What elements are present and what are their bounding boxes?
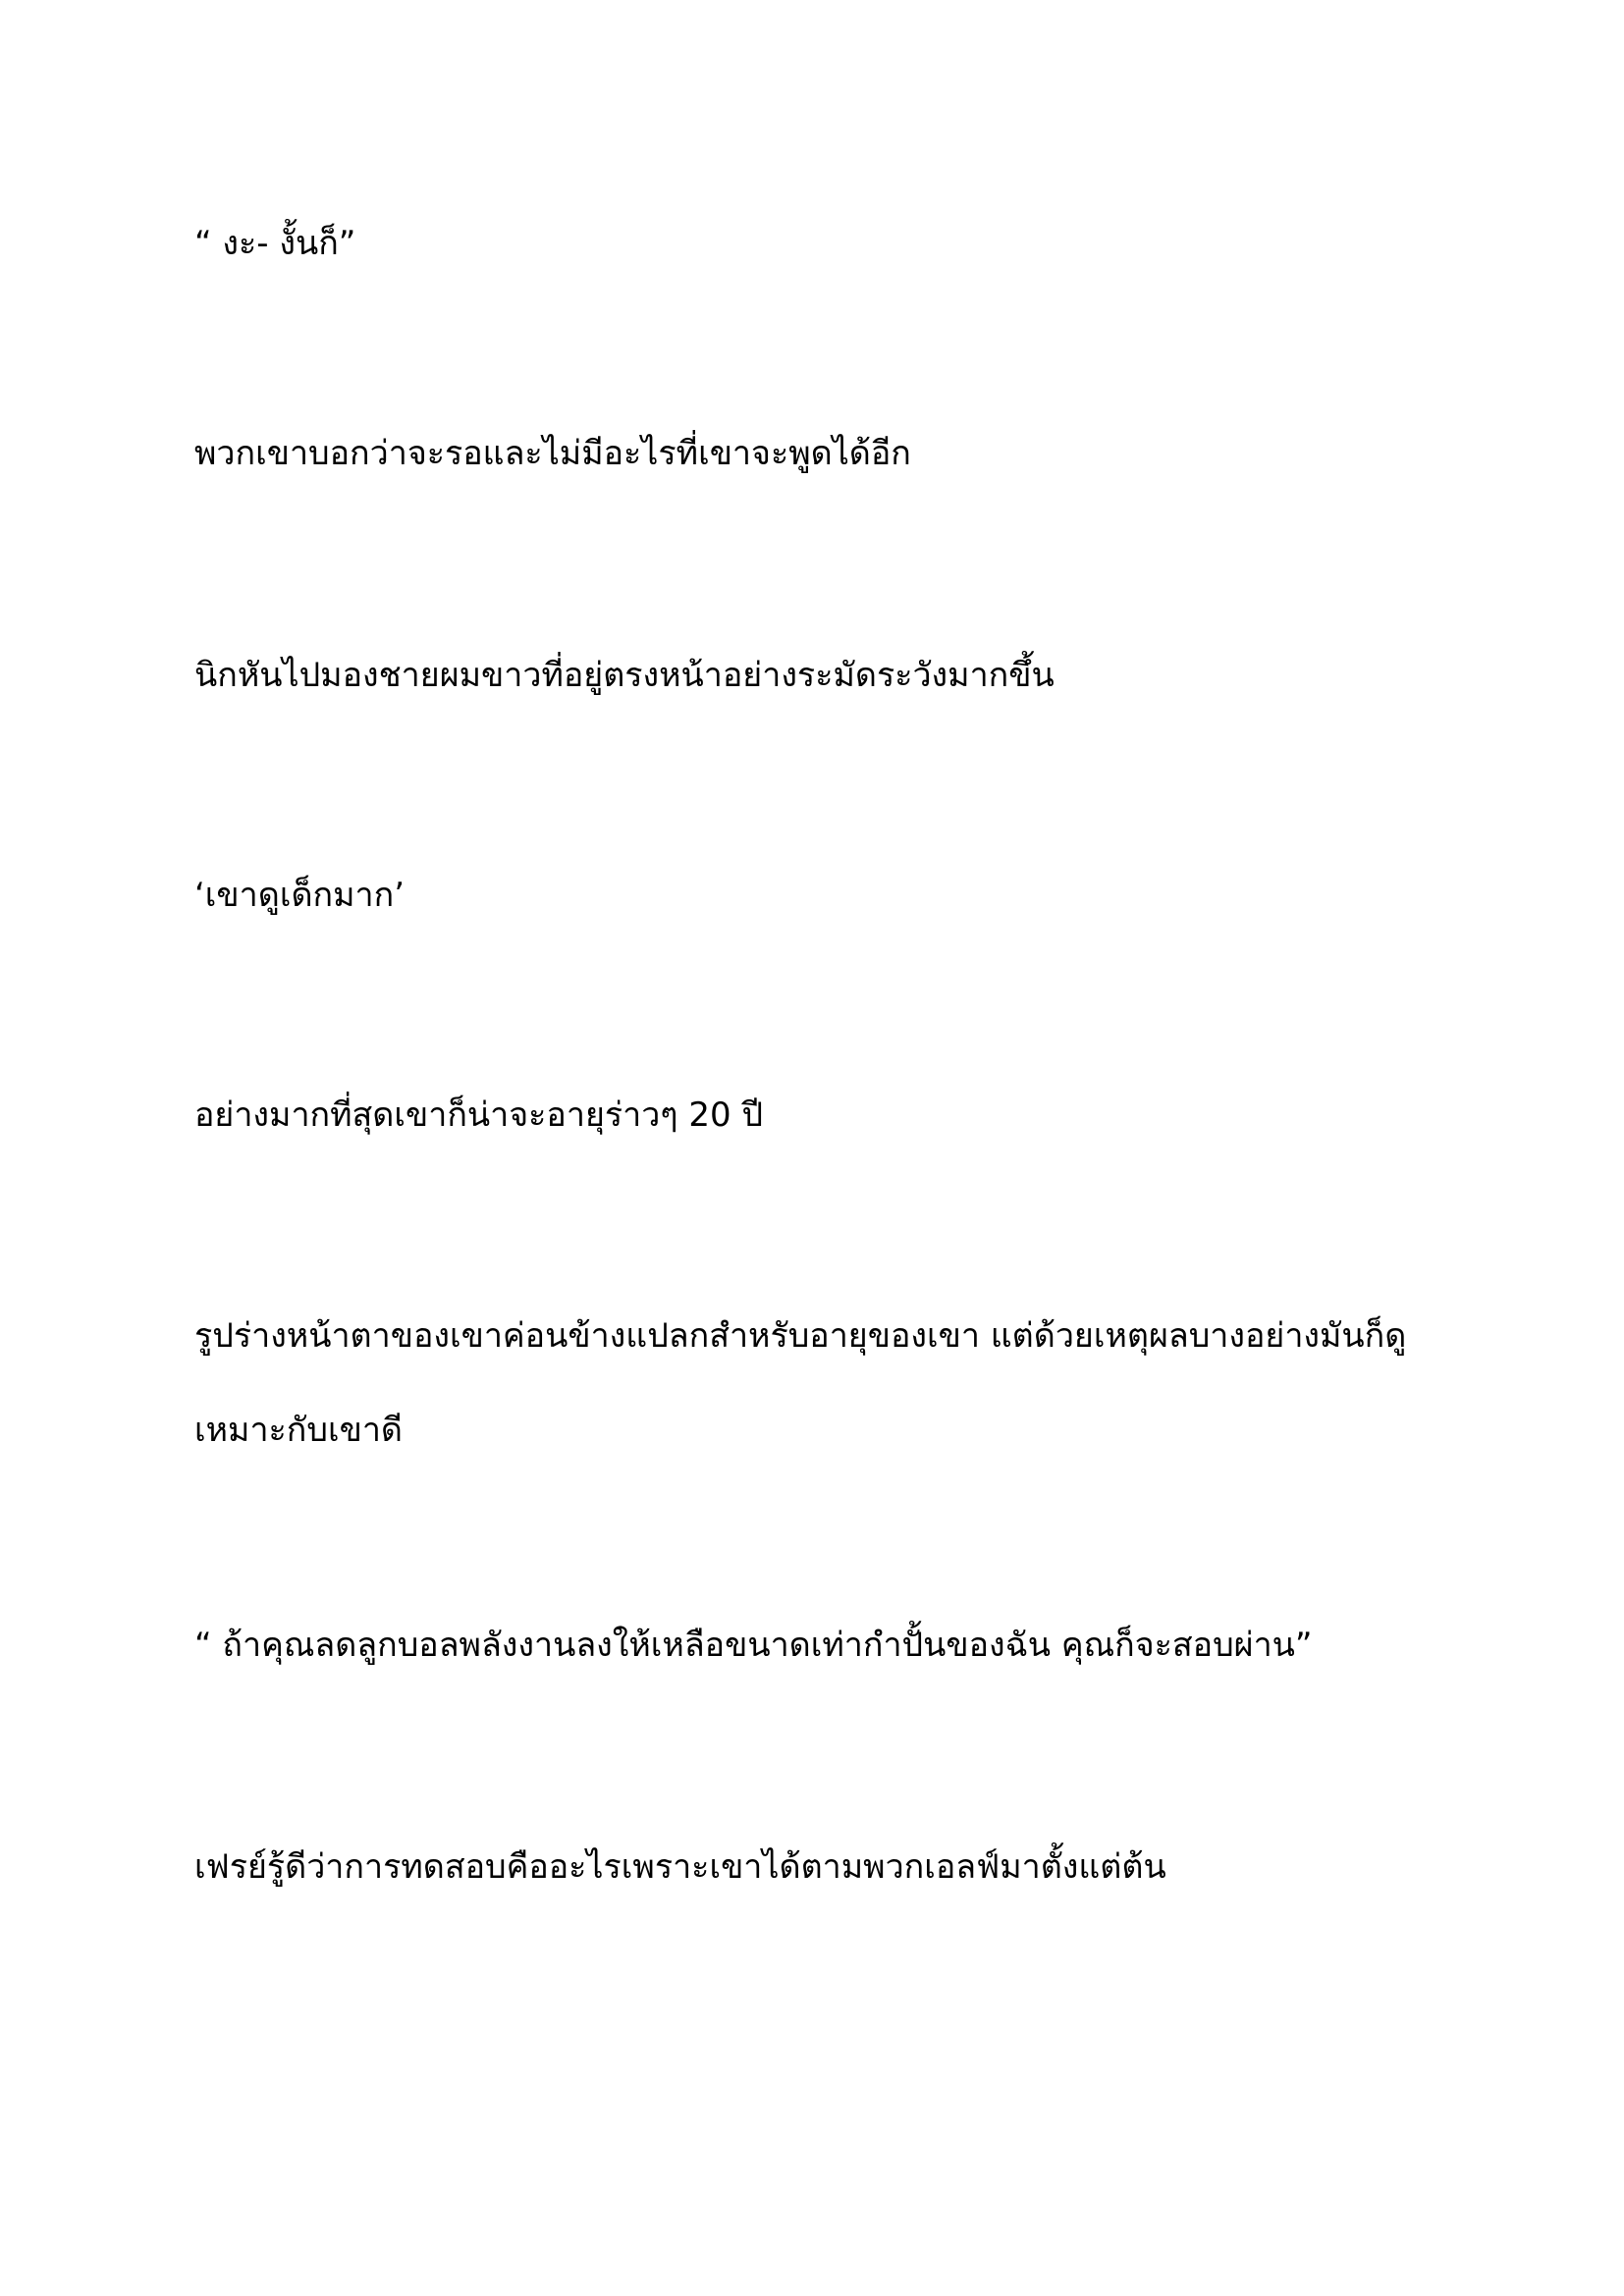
paragraph-they-will-wait: พวกเขาบอกว่าจะรอและไม่มีอะไรที่เขาจะพูดได้อีก — [194, 434, 911, 473]
paragraph-dialogue-hesitation: “ งะ- งั้นก็” — [194, 224, 356, 263]
paragraph-inner-thought: ‘เขาดูเด็กมาก’ — [194, 876, 406, 915]
paragraph-nick-looks: นิกหันไปมองชายผมขาวที่อยู่ตรงหน้าอย่างระมัดระวังมากขึ้น — [194, 656, 1055, 695]
paragraph-age-estimate: อย่างมากที่สุดเขาก็น่าจะอายุร่าวๆ 20 ปี — [194, 1095, 764, 1135]
paragraph-appearance: รูปร่างหน้าตาของเขาค่อนข้างแปลกสำหรับอายุของเขา แต่ด้วยเหตุผลบางอย่างมันก็ดูเหมาะกับเขาดี — [194, 1316, 1407, 1450]
paragraph-dialogue-test: “ ถ้าคุณลดลูกบอลพลังงานลงให้เหลือขนาดเท่ากำปั้นของฉัน คุณก็จะสอบผ่าน” — [194, 1626, 1313, 1665]
paragraph-frey-knows: เฟรย์รู้ดีว่าการทดสอบคืออะไรเพราะเขาได้ตามพวกเอลฟ์มาตั้งแต่ต้น — [194, 1847, 1166, 1887]
